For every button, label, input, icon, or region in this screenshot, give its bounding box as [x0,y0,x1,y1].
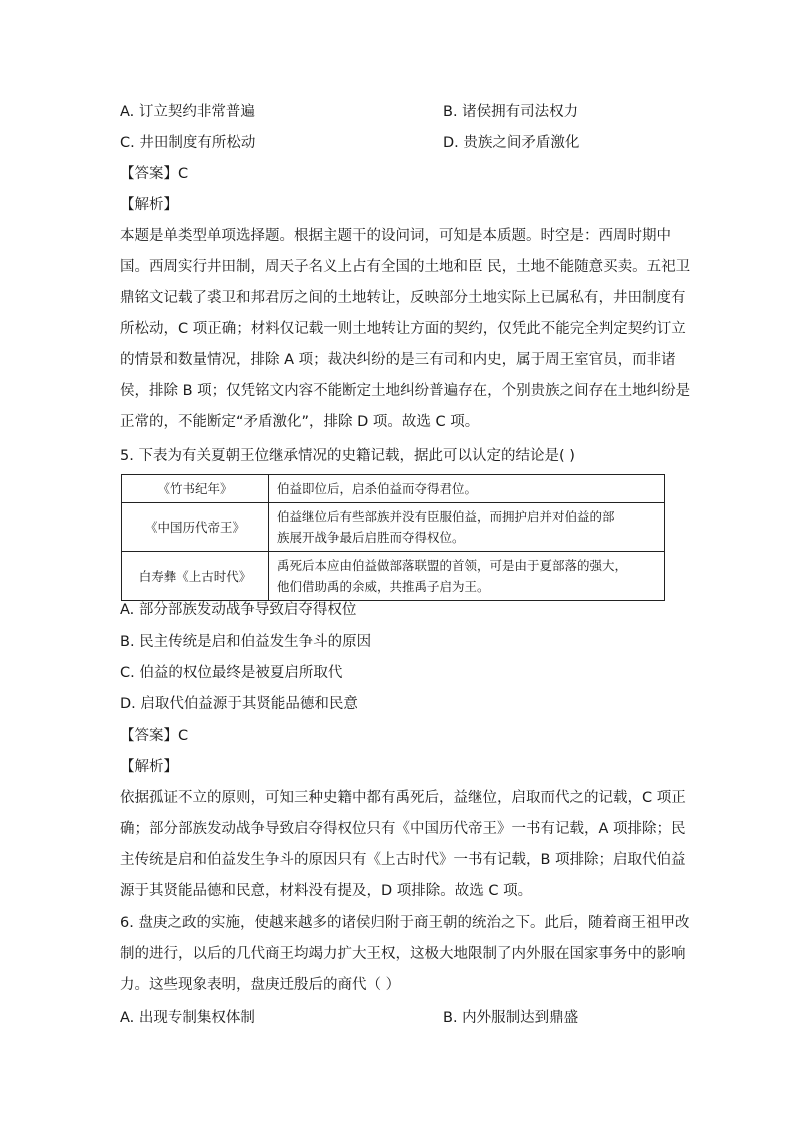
analysis-line: 所松动，C 项正确；材料仅记载一则土地转让方面的契约，仅凭此不能完全判定契约订立 [120,321,686,337]
table-row [122,475,665,503]
table-content-line: 禹死后本应由伯益做部落联盟的首领，可是由于夏部落的强大， [277,558,628,573]
table-content-line: 伯益即位后，启杀伯益而夺得君位。 [277,481,478,496]
table-content-cell [269,503,665,552]
q5-option-c: C. 伯益的权位最终是被夏启所取代 [120,665,343,681]
q5-option-d: D. 启取代伯益源于其贤能品德和民意 [120,696,358,712]
q5-analysis [120,783,686,907]
q5-stem: 5. 下表为有关夏朝王位继承情况的史籍记载，据此可以认定的结论是( ) [120,448,575,464]
analysis-line: 国。西周实行井田制，周天子名义上占有全国的土地和臣 民，土地不能随意买卖。五祀卫 [120,259,691,275]
table-content-line: 族展开战争最后启胜而夺得权位。 [277,530,465,545]
analysis-line: 确；部分部族发动战争导致启夺得权位只有《中国历代帝王》一书有记载，A 项排除；民 [120,821,686,837]
table-source-cell: 《竹书纪年》 [122,475,269,503]
analysis-line: 主传统是启和伯益发生争斗的原因只有《上古时代》一书有记载，B 项排除；启取代伯益 [120,852,686,868]
analysis-line: 源于其贤能品德和民意，材料没有提及，D 项排除。故选 C 项。 [120,883,533,899]
q6-option-a: A. 出现专制集权体制 [120,1010,255,1026]
table-source-cell: 白寿彝《上古时代》 [122,552,269,601]
q6-option-b: B. 内外服制达到鼎盛 [443,1010,579,1026]
q5-option-b: B. 民主传统是启和伯益发生争斗的原因 [120,634,372,650]
table-content-cell [269,475,665,503]
analysis-line: 的情景和数量情况，排除 A 项；裁决纠纷的是三有司和内史，属于周王室官员，而非诸 [120,352,676,368]
q4-analysis-label: 【解析】 [120,197,178,213]
q4-option-d: D. 贵族之间矛盾激化 [443,135,580,151]
analysis-line: 本题是单类型单项选择题。根据主题干的设问词，可知是本质题。时空是：西周时期中 [120,228,671,244]
table-source-cell: 《中国历代帝王》 [122,503,269,552]
q5-option-a: A. 部分部族发动战争导致启夺得权位 [120,602,357,618]
table-content-line: 伯益继位后有些部族并没有臣服伯益，而拥护启并对伯益的部 [277,509,615,524]
q4-answer: 【答案】C [120,166,189,182]
q5-answer: 【答案】C [120,728,189,744]
q6-stem [120,908,690,1001]
q4-option-b: B. 诸侯拥有司法权力 [443,104,579,120]
analysis-line: 依据孤证不立的原则，可知三种史籍中都有禹死后，益继位，启取而代之的记载，C 项正 [120,790,686,806]
analysis-line: 侯，排除 B 项；仅凭铭文内容不能断定土地纠纷普遍存在，个别贵族之间存在土地纠纷是 [120,383,691,399]
analysis-line: 鼎铭文记载了裘卫和邦君厉之间的土地转让，反映部分土地实际上已属私有，井田制度有 [120,290,686,306]
q4-option-a: A. 订立契约非常普遍 [120,104,255,120]
q4-option-c: C. 井田制度有所松动 [120,135,256,151]
q5-analysis-label: 【解析】 [120,759,178,775]
stem-line: 力。这些现象表明，盘庚迁殷后的商代（ ） [120,977,401,993]
analysis-line: 正常的，不能断定“矛盾激化”，排除 D 项。故选 C 项。 [120,414,480,430]
table-content-line: 他们借助禹的余威，共推禹子启为王。 [277,579,490,594]
table-row [122,503,665,552]
q4-analysis [120,221,691,438]
stem-line: 6. 盘庚之政的实施，使越来越多的诸侯归附于商王朝的统治之下。此后，随着商王祖甲改 [120,915,690,931]
stem-line: 制的进行，以后的几代商王均竭力扩大王权，这极大地限制了内外服在国家事务中的影响 [120,946,686,962]
table-content-cell [269,552,665,601]
table-row [122,552,665,601]
q5-source-table [121,474,665,601]
